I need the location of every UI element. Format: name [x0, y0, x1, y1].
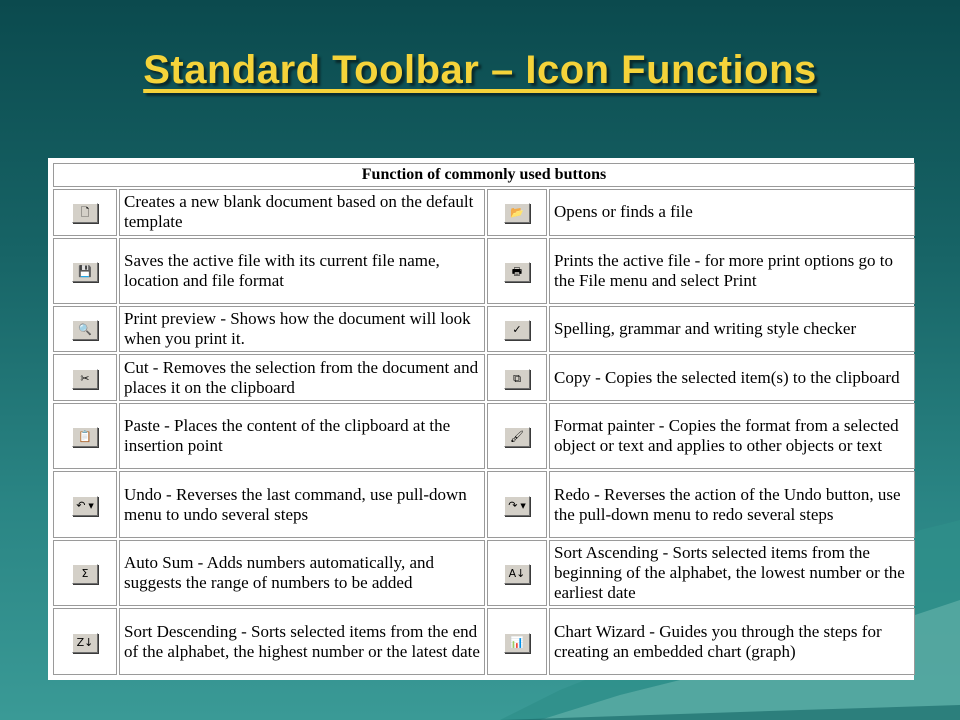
format-painter-icon: [504, 427, 530, 447]
redo-icon: [504, 496, 530, 516]
icon-cell: [487, 189, 547, 235]
save-disk-icon: [72, 262, 98, 282]
description-cell: Print preview - Shows how the document will look when you print it.: [119, 306, 485, 352]
description-cell: Sort Ascending - Sorts selected items from the beginning of the alphabet, the lowest number or the earliest date: [549, 540, 915, 607]
description-cell: Undo - Reverses the last command, use pull-down menu to undo several steps: [119, 471, 485, 538]
icon-glyph: 📋: [78, 430, 92, 444]
description-cell: Sort Descending - Sorts selected items from the end of the alphabet, the highest number or the latest date: [119, 608, 485, 675]
icon-glyph: A↓: [508, 567, 526, 581]
icon-glyph: 🔍: [78, 323, 92, 337]
table-row: [53, 354, 915, 400]
icon-cell: [487, 540, 547, 607]
table-row: [53, 189, 915, 235]
icon-glyph: 🗋: [80, 206, 90, 220]
description-cell: Saves the active file with its current file name, location and file format: [119, 238, 485, 305]
open-folder-icon: [504, 203, 530, 223]
cut-scissors-icon: [72, 369, 98, 389]
icon-glyph: ✓: [512, 323, 522, 337]
icon-cell: [53, 354, 117, 400]
spelling-check-icon: [504, 320, 530, 340]
icon-cell: [487, 306, 547, 352]
description-cell: Format painter - Copies the format from a selected object or text and applies to other objects or text: [549, 403, 915, 470]
sort-descending-icon: [72, 633, 98, 653]
description-cell: Opens or finds a file: [549, 189, 915, 235]
icon-glyph: 🖶: [511, 264, 523, 278]
icon-cell: [53, 306, 117, 352]
page-title: Standard Toolbar – Icon Functions: [143, 48, 817, 92]
copy-icon: [504, 369, 530, 389]
table-row: [53, 238, 915, 305]
icon-glyph: ↷: [508, 498, 518, 512]
autosum-sigma-icon: [72, 564, 98, 584]
icon-glyph: 💾: [78, 264, 92, 278]
table-row: [53, 608, 915, 675]
chevron-down-icon: ▼: [520, 501, 526, 510]
description-cell: Redo - Reverses the action of the Undo button, use the pull-down menu to redo several steps: [549, 471, 915, 538]
description-cell: Prints the active file - for more print options go to the File menu and select Print: [549, 238, 915, 305]
print-preview-icon: [72, 320, 98, 340]
description-cell: Chart Wizard - Guides you through the steps for creating an embedded chart (graph): [549, 608, 915, 675]
table-row: [53, 471, 915, 538]
icon-cell: [53, 540, 117, 607]
icon-cell: [487, 354, 547, 400]
icon-cell: [53, 238, 117, 305]
table-header-row: [53, 163, 915, 187]
paste-clipboard-icon: [72, 427, 98, 447]
icon-glyph: ⧉: [513, 371, 521, 385]
table-header: Function of commonly used buttons: [53, 163, 915, 187]
description-cell: Copy - Copies the selected item(s) to the clipboard: [549, 354, 915, 400]
icon-cell: [487, 608, 547, 675]
description-cell: Paste - Places the content of the clipboard at the insertion point: [119, 403, 485, 470]
description-cell: Auto Sum - Adds numbers automatically, and suggests the range of numbers to be added: [119, 540, 485, 607]
icon-glyph: Z↓: [76, 635, 94, 649]
icon-glyph: 📂: [510, 206, 524, 220]
icon-cell: [53, 608, 117, 675]
icon-glyph: 🖌: [510, 430, 524, 444]
description-cell: Cut - Removes the selection from the document and places it on the clipboard: [119, 354, 485, 400]
chart-wizard-icon: [504, 633, 530, 653]
icon-cell: [487, 471, 547, 538]
icon-cell: [487, 403, 547, 470]
icon-cell: [53, 189, 117, 235]
icon-glyph: 📊: [510, 635, 524, 649]
table-row: [53, 403, 915, 470]
new-document-icon: [72, 203, 98, 223]
description-cell: Creates a new blank document based on the default template: [119, 189, 485, 235]
chevron-down-icon: ▼: [88, 501, 94, 510]
description-cell: Spelling, grammar and writing style checker: [549, 306, 915, 352]
icon-glyph: Σ: [81, 567, 89, 581]
icon-cell: [53, 403, 117, 470]
table-row: [53, 540, 915, 607]
icon-glyph: ✂: [80, 371, 90, 385]
functions-table: [48, 158, 914, 680]
print-icon: [504, 262, 530, 282]
icon-cell: [487, 238, 547, 305]
table-row: [53, 306, 915, 352]
sort-ascending-icon: [504, 564, 530, 584]
icon-cell: [53, 471, 117, 538]
undo-icon: [72, 496, 98, 516]
icon-glyph: ↶: [76, 498, 86, 512]
